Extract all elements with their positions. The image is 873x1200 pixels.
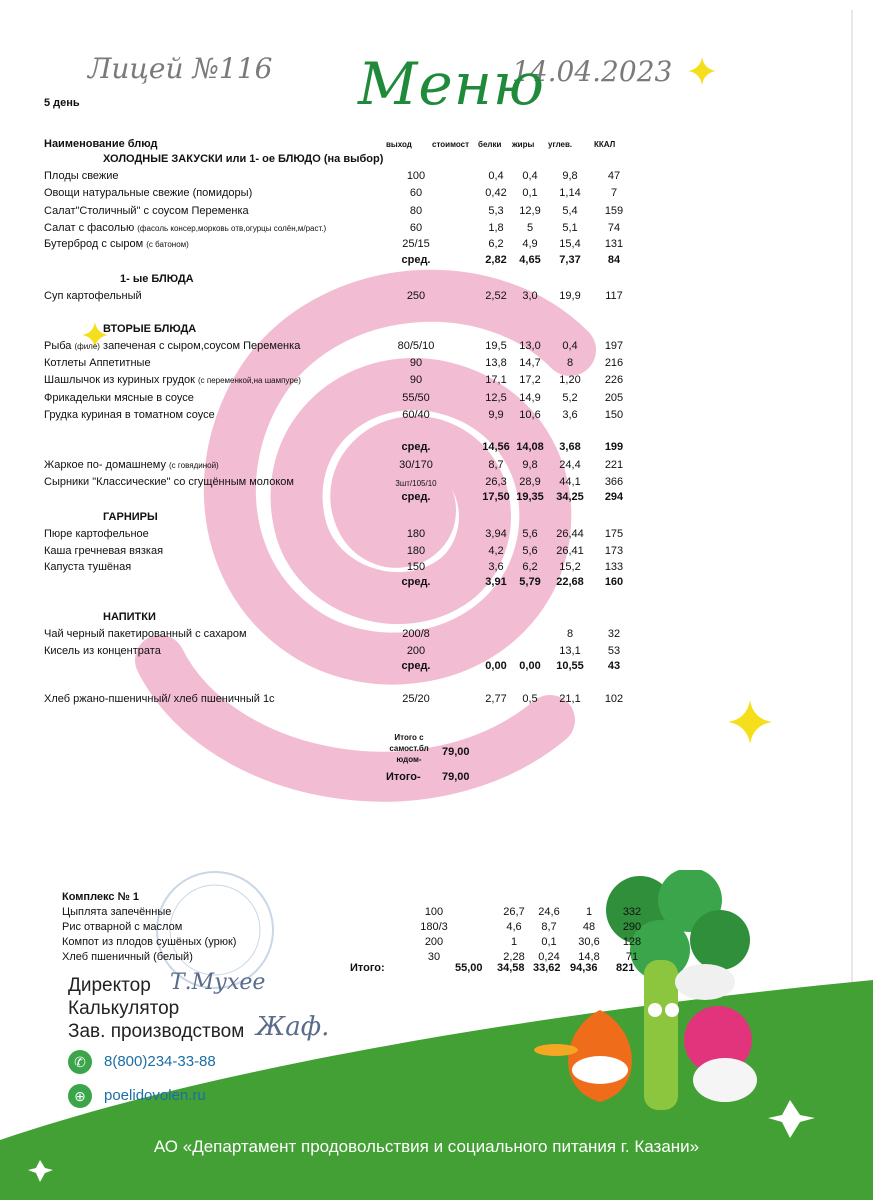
- cell-portion: 25/15: [402, 238, 430, 250]
- dish-name: [44, 527, 149, 541]
- header-protein: белки: [478, 140, 502, 149]
- cell-carb: 5,4: [562, 205, 578, 217]
- dish-title: Пюре картофельное: [44, 528, 149, 540]
- complex-cell-carb: 48: [582, 921, 596, 933]
- director-signature: Т.Мухее: [170, 970, 266, 995]
- complex-cell-carb: 30,6: [578, 936, 600, 948]
- average-kcal: 84: [607, 254, 621, 266]
- cell-protein: 26,3: [485, 476, 507, 488]
- cell-carb: 8: [566, 628, 574, 640]
- dish-title: Кисель из концентрата: [44, 645, 161, 657]
- cell-kcal: 221: [604, 459, 624, 471]
- cell-fat: 5,6: [522, 545, 538, 557]
- cell-fat: 5,6: [522, 528, 538, 540]
- cell-protein: 19,5: [485, 340, 507, 352]
- dish-title: Чай черный пакетированный с сахаром: [44, 628, 247, 640]
- complex-total-carb: 94,36: [570, 962, 598, 974]
- dish-title: Плоды свежие: [44, 170, 119, 182]
- cell-carb: 26,44: [556, 528, 584, 540]
- cell-kcal: 117: [605, 290, 623, 302]
- dish-title: Рыба: [44, 340, 75, 352]
- cell-protein: 17,1: [485, 374, 507, 386]
- section-heading: ХОЛОДНЫЕ ЗАКУСКИ или 1- ое БЛЮДО (на выбор): [103, 153, 384, 165]
- cell-portion: 180: [406, 545, 426, 557]
- dish-name: [44, 356, 151, 370]
- complex-cell-fat: 0,1: [541, 936, 557, 948]
- dish-title: Бутерброд с сыром: [44, 238, 147, 250]
- cell-fat: 17,2: [519, 374, 541, 386]
- complex-total-kcal: 821: [616, 962, 635, 974]
- cell-carb: 24,4: [559, 459, 581, 471]
- complex-total-fat: 33,62: [533, 962, 561, 974]
- cell-protein: 4,2: [488, 545, 504, 557]
- header-carb: углев.: [548, 140, 573, 149]
- dish-name: [44, 627, 247, 641]
- cell-portion: 80/5/10: [397, 340, 435, 352]
- cell-carb: 0,4: [562, 340, 578, 352]
- average-kcal: 294: [604, 491, 624, 503]
- cell-fat: 14,9: [519, 392, 541, 404]
- dish-title: Салат с фасолью: [44, 222, 138, 234]
- complex-title: Комплекс № 1: [62, 891, 139, 903]
- globe-icon: ⊕: [68, 1084, 92, 1108]
- cell-kcal: 133: [604, 561, 624, 573]
- average-fat: 4,65: [519, 254, 541, 266]
- star-icon: [688, 57, 716, 85]
- complex-cell-fat: 0,24: [538, 951, 560, 963]
- cell-carb: 44,1: [559, 476, 581, 488]
- cell-portion: 100: [406, 170, 426, 182]
- cell-protein: 8,7: [488, 459, 504, 471]
- production-signature: Жаф.: [256, 1012, 330, 1042]
- cell-kcal: 47: [607, 170, 621, 182]
- cell-carb: 9,8: [562, 170, 578, 182]
- average-portion: сред.: [401, 254, 431, 266]
- cell-portion: 200/8: [402, 628, 430, 640]
- complex-cell-fat: 24,6: [538, 906, 560, 918]
- complex-cell-portion: 200: [424, 936, 444, 948]
- dish-name: [44, 391, 194, 405]
- cell-fat: 0,5: [522, 693, 538, 705]
- cell-fat: 4,9: [522, 238, 538, 250]
- handwritten-date: 14.04.2023: [512, 55, 673, 88]
- average-kcal: 43: [607, 660, 621, 672]
- dish-note: (с говядиной): [169, 461, 219, 470]
- phone-number[interactable]: 8(800)234-33-88: [104, 1053, 216, 1070]
- cell-kcal: 226: [604, 374, 624, 386]
- average-carb: 22,68: [556, 576, 584, 588]
- cell-portion: 200: [406, 645, 426, 657]
- cell-fat: 14,7: [519, 357, 541, 369]
- cell-protein: 2,77: [485, 693, 507, 705]
- cell-fat: 12,9: [519, 205, 541, 217]
- complex-cell-protein: 1: [510, 936, 518, 948]
- cell-portion: 80: [409, 205, 423, 217]
- cell-kcal: 216: [604, 357, 624, 369]
- section-heading: НАПИТКИ: [103, 611, 156, 623]
- cell-carb: 5,1: [562, 222, 578, 234]
- dish-title-rest: запеченая с сыром,соусом Переменка: [99, 340, 301, 352]
- complex-cell-protein: 4,6: [506, 921, 522, 933]
- dish-name: [44, 289, 142, 303]
- cell-fat: 28,9: [519, 476, 541, 488]
- dish-title: Жаркое по- домашнему: [44, 459, 170, 471]
- total-with-dish-value: 79,00: [442, 746, 470, 758]
- cell-protein: 9,9: [488, 409, 504, 421]
- complex-cell-kcal: 71: [625, 951, 639, 963]
- cell-portion: 180: [406, 528, 426, 540]
- total-value: 79,00: [442, 771, 470, 783]
- dish-title: Салат"Столичный" с соусом Переменка: [44, 205, 249, 217]
- dish-name: [44, 221, 326, 236]
- cell-carb: 1,14: [559, 187, 581, 199]
- cell-portion: 90: [409, 357, 423, 369]
- average-fat: 19,35: [516, 491, 544, 503]
- cell-carb: 3,6: [562, 409, 578, 421]
- complex-cell-portion: 30: [427, 951, 441, 963]
- header-name: Наименование блюд: [44, 138, 158, 150]
- cell-protein: 13,8: [485, 357, 507, 369]
- dish-note: (фасоль консер,морковь отв,огурцы солён,м/раст.): [137, 224, 327, 233]
- cell-protein: 1,8: [488, 222, 504, 234]
- average-kcal: 199: [604, 441, 624, 453]
- production-label: Зав. производством: [68, 1021, 245, 1042]
- average-protein: 0,00: [485, 660, 507, 672]
- complex-dish-name: Цыплята запечённые: [62, 906, 172, 918]
- complex-total-cost: 55,00: [455, 962, 483, 974]
- complex-cell-protein: 2,28: [503, 951, 525, 963]
- total-with-dish-label: Итого с самост.бл юдом-: [389, 733, 429, 764]
- cell-carb: 21,1: [559, 693, 581, 705]
- cell-portion: 3шт/105/10: [395, 479, 437, 488]
- dish-name: [44, 560, 131, 574]
- cell-kcal: 197: [604, 340, 624, 352]
- complex-cell-portion: 100: [424, 906, 444, 918]
- average-protein: 14,56: [482, 441, 510, 453]
- cell-carb: 8: [566, 357, 574, 369]
- cell-carb: 15,4: [559, 238, 581, 250]
- cell-carb: 19,9: [559, 290, 581, 302]
- cell-portion: 30/170: [399, 459, 433, 471]
- complex-cell-fat: 8,7: [541, 921, 557, 933]
- header-cost: стоимост: [432, 140, 470, 149]
- cell-fat: 3,0: [522, 290, 538, 302]
- page-title: Меню: [358, 50, 545, 118]
- cell-kcal: 366: [604, 476, 624, 488]
- average-carb: 7,37: [559, 254, 581, 266]
- dish-note: (с переменкой,на шампуре): [197, 376, 301, 385]
- cell-protein: 6,2: [488, 238, 504, 250]
- dish-name: [44, 169, 119, 183]
- cell-kcal: 205: [604, 392, 624, 404]
- complex-cell-carb: 14,8: [578, 951, 600, 963]
- cell-kcal: 7: [610, 187, 618, 199]
- average-carb: 3,68: [559, 441, 581, 453]
- complex-cell-carb: 1: [585, 906, 593, 918]
- cell-portion: 55/50: [402, 392, 430, 404]
- cell-carb: 13,1: [559, 645, 581, 657]
- cell-fat: 0,1: [522, 187, 538, 199]
- director-label: Директор: [68, 975, 151, 996]
- dish-note: (филе): [74, 342, 100, 351]
- day-label: 5 день: [44, 97, 80, 109]
- cell-kcal: 53: [607, 645, 621, 657]
- average-fat: 0,00: [519, 660, 541, 672]
- complex-cell-protein: 26,7: [503, 906, 525, 918]
- cell-protein: 3,6: [488, 561, 504, 573]
- dish-name: [44, 339, 300, 354]
- header-fat: жиры: [512, 140, 535, 149]
- cell-protein: 3,94: [485, 528, 507, 540]
- cell-protein: 0,4: [488, 170, 504, 182]
- dish-title: Суп картофельный: [44, 290, 142, 302]
- phone-icon: ✆: [68, 1050, 92, 1074]
- dish-title: Капуста тушёная: [44, 561, 132, 573]
- cell-kcal: 74: [607, 222, 621, 234]
- cell-carb: 15,2: [559, 561, 581, 573]
- average-portion: сред.: [401, 660, 431, 672]
- total-label: Итого-: [386, 771, 421, 783]
- dish-note: (с батоном): [146, 240, 189, 249]
- average-fat: 5,79: [519, 576, 541, 588]
- website-link[interactable]: poelidovolen.ru: [104, 1087, 206, 1104]
- average-carb: 10,55: [556, 660, 584, 672]
- complex-total-label: Итого:: [350, 962, 385, 974]
- dish-title: Фрикадельки мясные в соусе: [44, 392, 194, 404]
- header-out: выход: [386, 140, 412, 149]
- dish-title: Грудка куриная в томатном соусе: [44, 409, 215, 421]
- cell-protein: 0,42: [485, 187, 507, 199]
- cell-portion: 25/20: [402, 693, 430, 705]
- dish-title: Овощи натуральные свежие (помидоры): [44, 187, 253, 199]
- complex-dish-name: Компот из плодов сушёных (урюк): [62, 936, 237, 948]
- average-fat: 14,08: [516, 441, 544, 453]
- cell-portion: 250: [406, 290, 426, 302]
- star-icon: [728, 700, 772, 744]
- dish-name: [44, 544, 163, 558]
- complex-cell-portion: 180/3: [420, 921, 448, 933]
- cell-protein: 5,3: [488, 205, 504, 217]
- cell-kcal: 173: [604, 545, 624, 557]
- complex-total-protein: 34,58: [497, 962, 525, 974]
- section-heading: 1- ые БЛЮДА: [120, 273, 194, 285]
- cell-kcal: 175: [604, 528, 624, 540]
- dish-name: [44, 186, 252, 200]
- section-heading: ГАРНИРЫ: [103, 511, 158, 523]
- dish-name: [44, 692, 275, 706]
- average-portion: сред.: [401, 491, 431, 503]
- cell-protein: 2,52: [485, 290, 507, 302]
- average-protein: 17,50: [482, 491, 510, 503]
- cell-fat: 0,4: [522, 170, 538, 182]
- cell-carb: 1,20: [559, 374, 581, 386]
- cell-kcal: 32: [607, 628, 621, 640]
- cell-portion: 150: [406, 561, 426, 573]
- average-protein: 2,82: [485, 254, 507, 266]
- average-protein: 3,91: [485, 576, 507, 588]
- cell-kcal: 159: [604, 205, 624, 217]
- cell-carb: 5,2: [562, 392, 578, 404]
- cell-fat: 10,6: [519, 409, 541, 421]
- average-portion: сред.: [401, 441, 431, 453]
- cell-kcal: 150: [604, 409, 624, 421]
- cell-fat: 13,0: [519, 340, 541, 352]
- cell-carb: 26,41: [556, 545, 584, 557]
- dish-name: [44, 204, 249, 218]
- calculator-label: Калькулятор: [68, 998, 180, 1019]
- complex-cell-kcal: 332: [622, 906, 642, 918]
- complex-cell-kcal: 290: [622, 921, 642, 933]
- dish-name: [44, 408, 215, 422]
- complex-cell-kcal: 128: [622, 936, 642, 948]
- cell-fat: 9,8: [522, 459, 538, 471]
- average-carb: 34,25: [556, 491, 584, 503]
- handwritten-school: Лицей №116: [88, 52, 273, 85]
- cell-portion: 60/40: [402, 409, 430, 421]
- cell-protein: 12,5: [485, 392, 507, 404]
- footer-organization: АО «Департамент продовольствия и социального питания г. Казани»: [153, 1137, 700, 1156]
- dish-title: Шашлычок из куриных грудок: [44, 374, 198, 386]
- dish-name: [44, 644, 161, 658]
- cell-fat: 6,2: [522, 561, 538, 573]
- dish-title: Каша гречневая вязкая: [44, 545, 164, 557]
- dish-name: [44, 373, 301, 388]
- dish-name: [44, 475, 294, 489]
- cell-fat: 5: [526, 222, 534, 234]
- average-kcal: 160: [604, 576, 624, 588]
- dish-title: Котлеты Аппетитные: [44, 357, 151, 369]
- header-kcal: ККАЛ: [594, 140, 616, 149]
- average-portion: сред.: [401, 576, 431, 588]
- section-heading: ВТОРЫЕ БЛЮДА: [103, 323, 197, 335]
- cell-portion: 60: [409, 222, 423, 234]
- complex-dish-name: Рис отварной с маслом: [62, 921, 183, 933]
- dish-name: [44, 458, 219, 473]
- dish-name: [44, 237, 189, 252]
- complex-dish-name: Хлеб пшеничный (белый): [62, 951, 193, 963]
- cell-kcal: 131: [604, 238, 624, 250]
- dish-title: Сырники "Классические" со сгущённым молоком: [44, 476, 294, 488]
- cell-portion: 60: [409, 187, 423, 199]
- cell-portion: 90: [409, 374, 423, 386]
- dish-title: Хлеб ржано-пшеничный/ хлеб пшеничный 1с: [44, 693, 275, 705]
- cell-kcal: 102: [604, 693, 624, 705]
